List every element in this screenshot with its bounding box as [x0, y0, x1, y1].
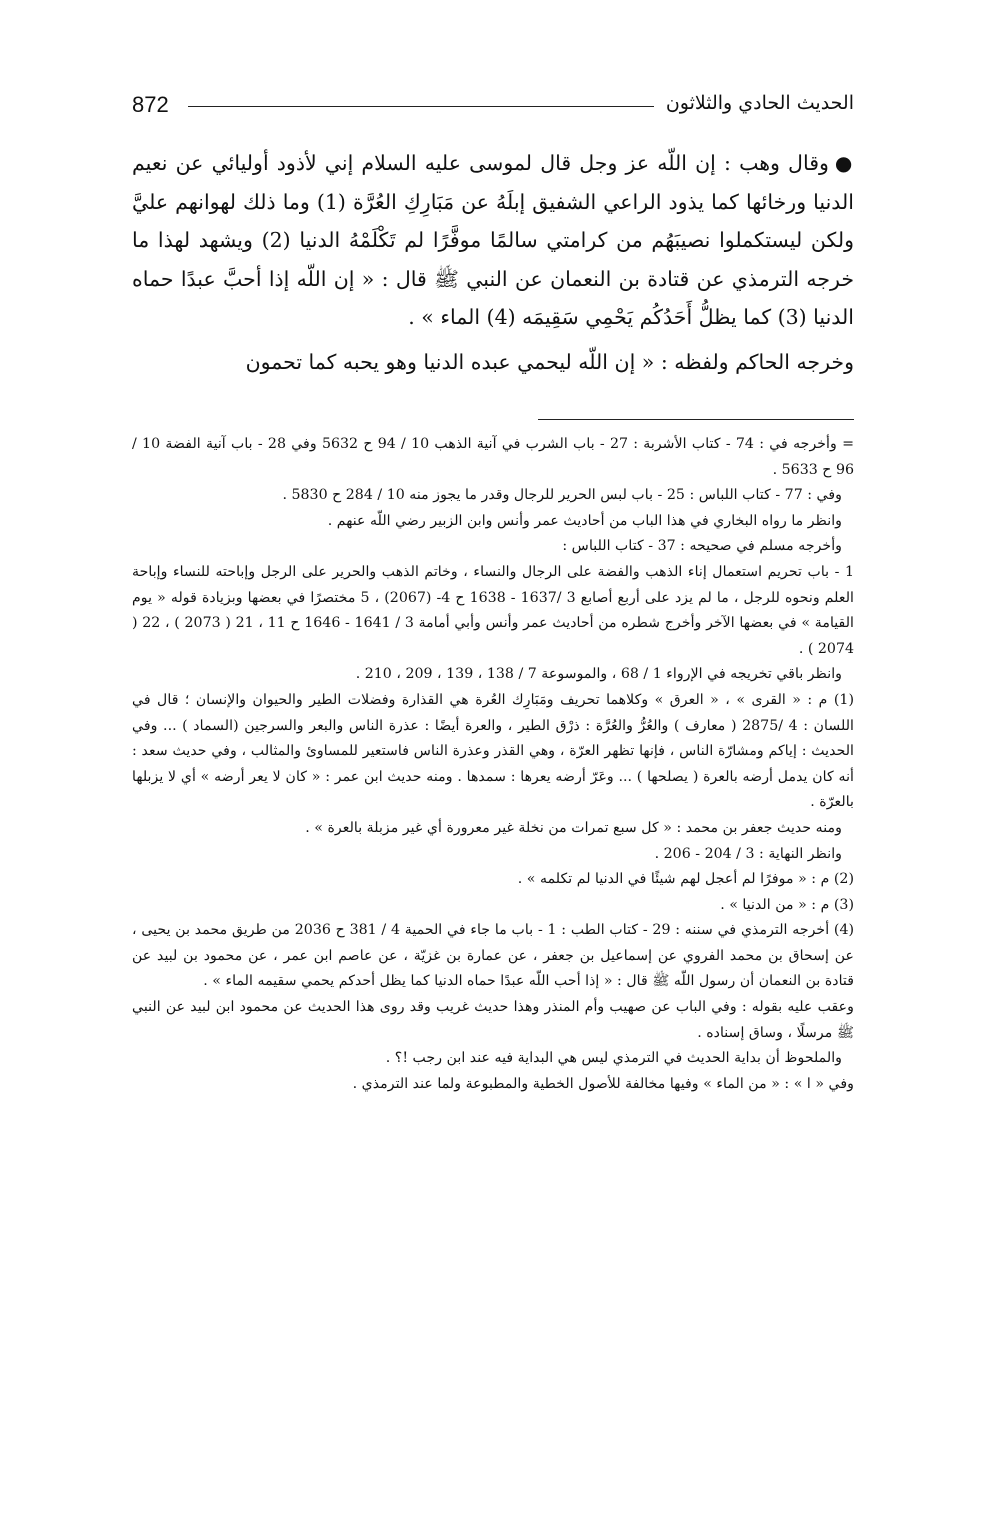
main-text: [132, 144, 854, 381]
footnote: وفي « ا » : « من الماء » وفيها مخالفة للأصول الخطية والمطبوعة ولما عند الترمذي .: [352, 1075, 854, 1092]
page-header: [132, 92, 854, 132]
footnote: (3) م : « من الدنيا » .: [720, 896, 854, 913]
footnote: (2) م : « موفرًا لم أعجل لهم شيئًا في الدنيا لم تكلمه » .: [517, 871, 854, 888]
footnotes: [132, 432, 854, 1097]
footnote: والملحوظ أن بداية الحديث في الترمذي ليس هي البداية فيه عند ابن رجب !؟ .: [385, 1050, 842, 1067]
footnote: (4) أخرجه الترمذي في سننه : 29 - كتاب الطب : 1 - باب ما جاء في الحمية 4 / 381 ح 2036 من طريق محمد بن يحيى ، عن إسحاق بن محمد الفروي عن إسماعيل بن جعفر ، عن عمارة بن غزيّة ، عن عاصم ابن عمر ، عن محمود بن لبيد عن قتادة بن النعمان أن رسول اللّه ﷺ قال : « إذا أحب اللّه عبدًا حماه الدنيا كما يظل أحدكم يحمي سقيمه الماء » .: [132, 922, 855, 990]
paragraph-text: وخرجه الحاكم ولفظه : « إن اللّه ليحمي عبده الدنيا وهو يحبه كما تحمون: [245, 349, 854, 374]
running-title: الحديث الحادي والثلاثون: [665, 92, 854, 114]
footnote: = وأخرجه في : 74 - كتاب الأشربة : 27 - باب الشرب في آنية الذهب 10 / 94 ح 5632 وفي 28 - باب آنية الفضة 10 / 96 ح 5633 .: [132, 436, 854, 478]
footnote: وانظر ما رواه البخاري في هذا الباب من أحاديث عمر وأنس وابن الزبير رضي اللّه عنهم .: [327, 512, 842, 529]
footnote: وأخرجه مسلم في صحيحه : 37 - كتاب اللباس :: [562, 538, 842, 555]
header-rule: [188, 106, 654, 107]
bullet-icon: ●: [834, 151, 854, 175]
footnote: (1) م : « القرى » ، « العرق » وكلاهما تحريف ومَبَارِك العُرة هي القذارة وفضلات الطير والحيوان والإنسان ؛ قال في اللسان : 4 /2875 ( معارف ) والعُرُّ والعُرَّة : ذرْق الطير ، والعرة أيضًا : عذرة الناس والبعر والسرجين (السماد ) ... وفي الحديث : إياكم ومشارّة الناس ، فإنها تظهر العرّة ، وهي القذر وعذرة الناس فاستعير للمساوئ والمثالب ، وفي حديث سعد : أنه كان يدمل أرضه بالعرة ( يصلحها ) ... وعَرّ أرضه يعرها : سمدها . ومنه حديث ابن عمر : « كان لا يعر أرضه » أي لا يزبلها بالعرّة .: [132, 691, 854, 811]
body-paragraph: [132, 144, 854, 337]
paragraph-text: وقال وهب : إن اللّه عز وجل قال لموسى عليه السلام إني لأذود أوليائي عن نعيم الدنيا ورخائها كما يذود الراعي الشفيق إبلَهُ عن مَبَارِكِ العُرَّة (1) وما ذلك لهوانهم عليَّ ولكن ليستكملوا نصيبَهُم من كرامتي سالمًا موفَّرًا لم تَكْلَمْهُ الدنيا (2) ويشهد لهذا ما خرجه الترمذي عن قتادة بن النعمان عن النبي ﷺ قال : « إن اللّه إذا أحبَّ عبدًا حماه الدنيا (3) كما يظلُّ أَحَدُكُم يَحْمِي سَقِيمَه (4) الماء » .: [132, 151, 855, 329]
body-paragraph: [132, 343, 854, 382]
footnote: وعقب عليه بقوله : وفي الباب عن صهيب وأم المنذر وهذا حديث غريب وقد روى هذا الحديث عن محمود ابن لبيد عن النبي ﷺ مرسلًا ، وساق إسناده .: [132, 999, 854, 1041]
page-number: 872: [132, 92, 169, 117]
footnote: وفي : 77 - كتاب اللباس : 25 - باب لبس الحرير للرجال وقدر ما يجوز منه 10 / 284 ح 5830 .: [282, 487, 842, 504]
footnote-separator: [538, 419, 854, 420]
footnote: 1 - باب تحريم استعمال إناء الذهب والفضة على الرجال والنساء ، وخاتم الذهب والحرير على الرجل وإباحته للنساء وإباحة العلم ونحوه للرجل ، ما لم يزد على أربع أصابع 3 /1637 - 1638 ح 4- (2067) ، 5 مختصرًا في بعضها وبزيادة قوله « يوم القيامة » في بعضها الآخر وأخرج شطره من أحاديث عمر وأنس وأبي أمامة 3 / 1641 - 1646 ح 11 ، 21 ( 2073 ) ، 22 ( 2074 ) .: [132, 563, 854, 657]
footnote: وانظر باقي تخريجه في الإرواء 1 / 68 ، والموسوعة 7 / 138 ، 139 ، 209 ، 210 .: [355, 666, 842, 683]
footnote: ومنه حديث جعفر بن محمد : « كل سبع تمرات من نخلة غير معرورة أي غير مزبلة بالعرة » .: [305, 819, 842, 836]
footnote: وانظر النهاية : 3 / 204 - 206 .: [654, 845, 842, 862]
